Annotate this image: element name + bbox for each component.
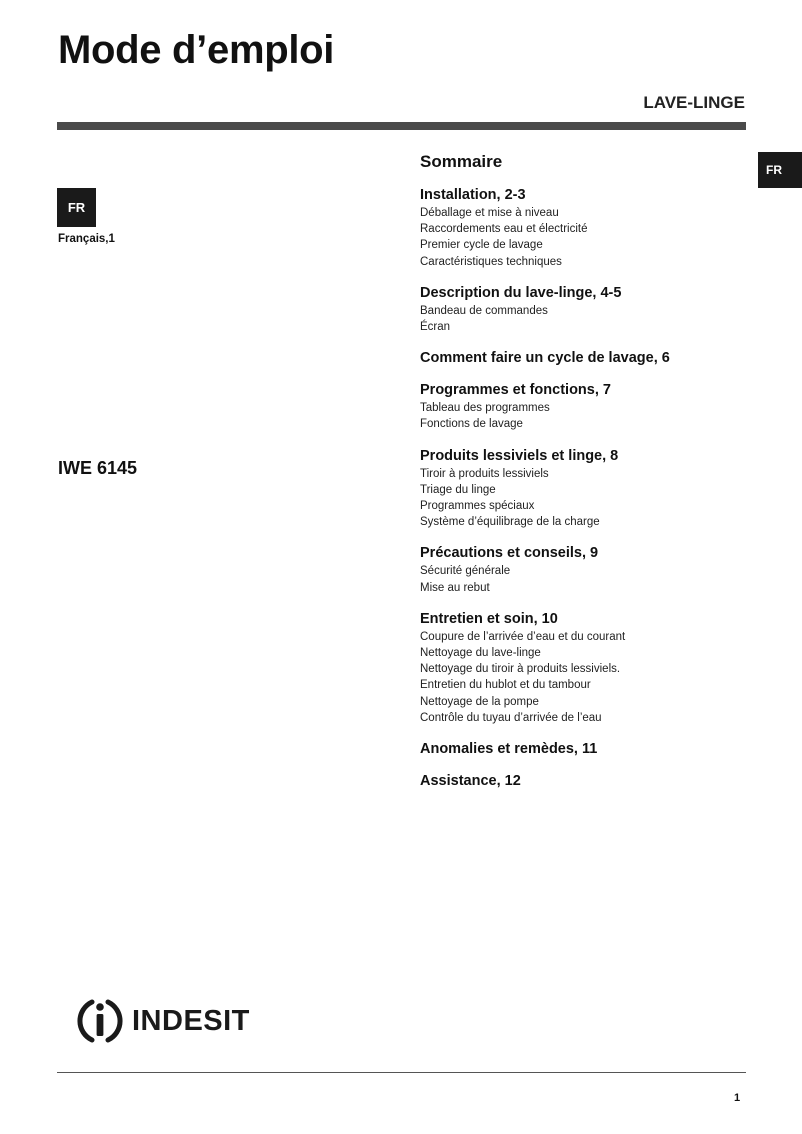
toc-item: Caractéristiques techniques [420, 255, 562, 268]
table-of-contents [420, 151, 750, 804]
toc-section [420, 186, 750, 270]
toc-section [420, 349, 750, 367]
toc-item: Fonctions de lavage [420, 418, 523, 431]
language-badge: FR [57, 188, 96, 227]
toc-item: Nettoyage du tiroir à produits lessiviels. [420, 663, 621, 676]
product-type-label: LAVE-LINGE [643, 93, 745, 112]
toc-section [420, 740, 750, 758]
toc-section-title: Entretien et soin, 10 [420, 610, 558, 627]
page-number: 1 [734, 1092, 741, 1104]
toc-section [420, 447, 750, 531]
toc-item: Tableau des programmes [420, 402, 550, 415]
brand-name: INDESIT [132, 1005, 250, 1037]
toc-section-title: Programmes et fonctions, 7 [420, 382, 611, 399]
toc-item: Entretien du hublot et du tambour [420, 679, 591, 692]
toc-item: Raccordements eau et électricité [420, 223, 588, 236]
toc-section [420, 544, 750, 595]
toc-item: Sécurité générale [420, 565, 511, 578]
toc-item: Programmes spéciaux [420, 500, 535, 513]
toc-section [420, 381, 750, 432]
toc-section [420, 610, 750, 726]
toc-section-title: Description du lave-linge, 4-5 [420, 284, 622, 301]
header-divider [57, 122, 746, 130]
toc-item: Déballage et mise à niveau [420, 207, 559, 219]
brand-logo [74, 995, 250, 1047]
language-label: Français,1 [58, 233, 115, 245]
toc-item: Mise au rebut [420, 581, 490, 594]
toc-section-title: Anomalies et remèdes, 11 [420, 741, 598, 758]
toc-item: Bandeau de commandes [420, 304, 548, 317]
footer-divider [57, 1072, 746, 1073]
toc-item: Triage du linge [420, 483, 496, 496]
toc-item: Coupure de l’arrivée d’eau et du courant [420, 630, 626, 643]
toc-section [420, 772, 750, 790]
toc-section-title: Précautions et conseils, 9 [420, 545, 599, 562]
indesit-logo-icon [74, 995, 126, 1047]
toc-section [420, 284, 750, 335]
toc-item: Contrôle du tuyau d’arrivée de l’eau [420, 711, 602, 724]
toc-item: Nettoyage du lave-linge [420, 647, 541, 660]
toc-section-title: Assistance, 12 [420, 773, 521, 790]
page-title: Mode d’emploi [58, 28, 335, 72]
toc-section-title: Comment faire un cycle de lavage, 6 [420, 350, 670, 367]
toc-sections [420, 186, 750, 790]
language-side-tab: FR [758, 152, 802, 188]
toc-section-title: Installation, 2-3 [420, 187, 526, 203]
toc-item: Système d’équilibrage de la charge [420, 516, 600, 529]
toc-item: Nettoyage de la pompe [420, 695, 539, 708]
toc-section-title: Produits lessiviels et linge, 8 [420, 447, 619, 464]
toc-item: Tiroir à produits lessiviels [420, 467, 549, 480]
toc-item: Écran [420, 321, 451, 334]
toc-heading: Sommaire [420, 152, 503, 171]
toc-item: Premier cycle de lavage [420, 239, 543, 252]
model-name: IWE 6145 [58, 458, 138, 478]
